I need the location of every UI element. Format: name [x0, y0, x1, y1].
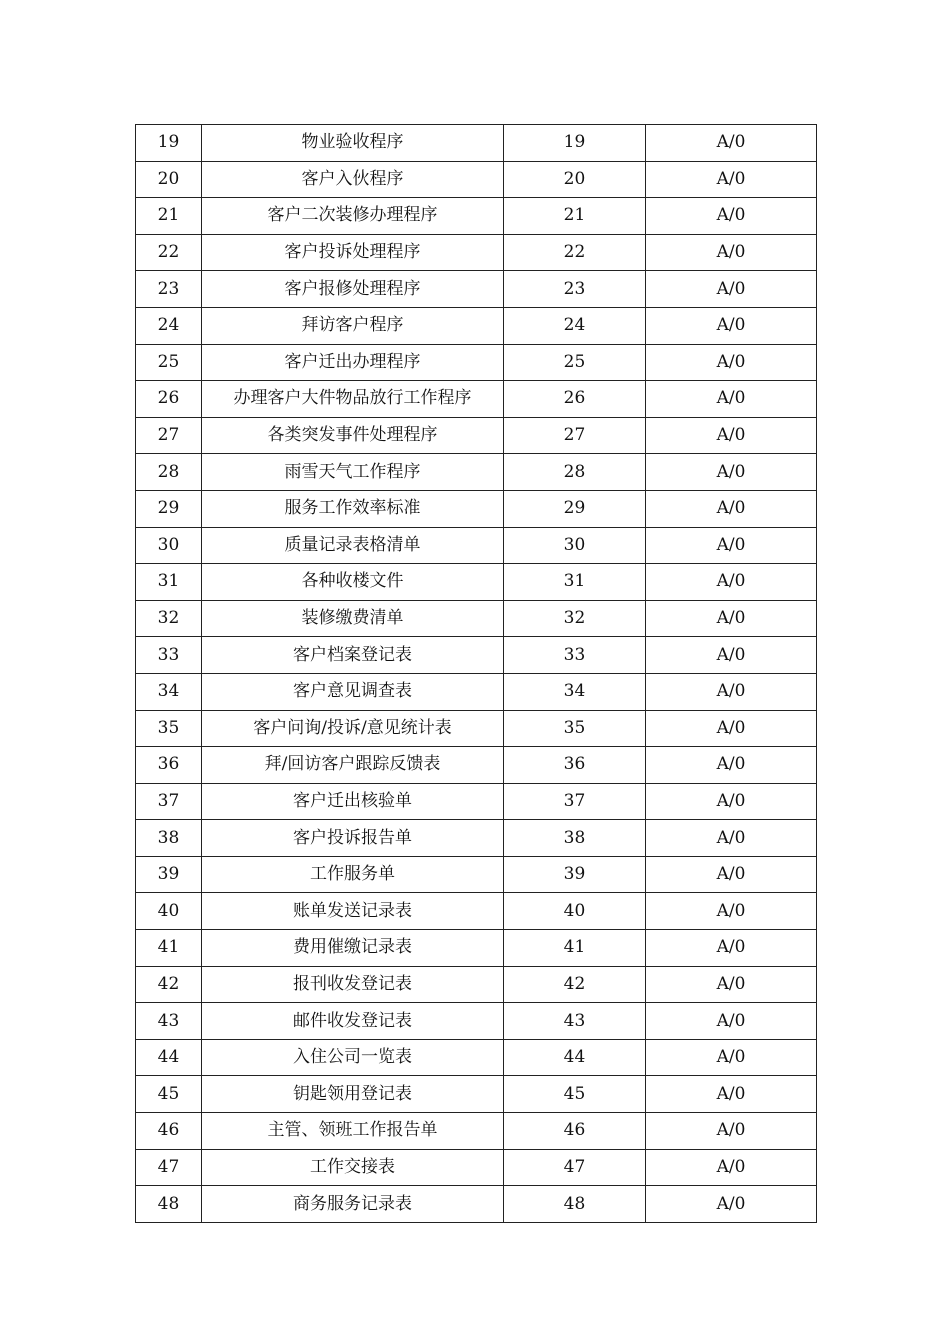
version-cell: A/0: [646, 1149, 817, 1186]
version-cell: A/0: [646, 417, 817, 454]
version-cell: A/0: [646, 198, 817, 235]
document-code-cell: 23: [504, 271, 646, 308]
document-name-cell: 工作服务单: [202, 856, 504, 893]
document-name-cell: 拜/回访客户跟踪反馈表: [202, 747, 504, 784]
table-row: [136, 600, 817, 637]
document-name-cell: 入住公司一览表: [202, 1039, 504, 1076]
version-cell: A/0: [646, 673, 817, 710]
table-row: [136, 893, 817, 930]
document-code-cell: 25: [504, 344, 646, 381]
table-row: [136, 930, 817, 967]
version-cell: A/0: [646, 271, 817, 308]
row-number-cell: 38: [136, 820, 202, 857]
row-number-cell: 20: [136, 161, 202, 198]
row-number-cell: 31: [136, 564, 202, 601]
document-code-cell: 37: [504, 783, 646, 820]
table-row: [136, 1149, 817, 1186]
document-name-cell: 钥匙领用登记表: [202, 1076, 504, 1113]
version-cell: A/0: [646, 344, 817, 381]
document-name-cell: 客户档案登记表: [202, 637, 504, 674]
table-row: [136, 198, 817, 235]
document-code-cell: 19: [504, 125, 646, 162]
document-code-cell: 46: [504, 1113, 646, 1150]
row-number-cell: 40: [136, 893, 202, 930]
document-name-cell: 主管、领班工作报告单: [202, 1113, 504, 1150]
row-number-cell: 47: [136, 1149, 202, 1186]
document-code-cell: 21: [504, 198, 646, 235]
row-number-cell: 45: [136, 1076, 202, 1113]
row-number-cell: 32: [136, 600, 202, 637]
row-number-cell: 21: [136, 198, 202, 235]
document-name-cell: 办理客户大件物品放行工作程序: [202, 381, 504, 418]
document-code-cell: 44: [504, 1039, 646, 1076]
row-number-cell: 41: [136, 930, 202, 967]
document-name-cell: 服务工作效率标准: [202, 490, 504, 527]
row-number-cell: 48: [136, 1186, 202, 1223]
document-name-cell: 各种收楼文件: [202, 564, 504, 601]
row-number-cell: 19: [136, 125, 202, 162]
document-code-cell: 24: [504, 307, 646, 344]
table-row: [136, 1076, 817, 1113]
document-name-cell: 账单发送记录表: [202, 893, 504, 930]
version-cell: A/0: [646, 125, 817, 162]
version-cell: A/0: [646, 783, 817, 820]
table-row: [136, 783, 817, 820]
table-row: [136, 1003, 817, 1040]
row-number-cell: 39: [136, 856, 202, 893]
version-cell: A/0: [646, 161, 817, 198]
document-code-cell: 36: [504, 747, 646, 784]
version-cell: A/0: [646, 381, 817, 418]
document-name-cell: 物业验收程序: [202, 125, 504, 162]
version-cell: A/0: [646, 747, 817, 784]
row-number-cell: 29: [136, 490, 202, 527]
document-name-cell: 客户投诉处理程序: [202, 234, 504, 271]
table-row: [136, 454, 817, 491]
row-number-cell: 36: [136, 747, 202, 784]
row-number-cell: 28: [136, 454, 202, 491]
row-number-cell: 24: [136, 307, 202, 344]
table-row: [136, 710, 817, 747]
document-name-cell: 客户投诉报告单: [202, 820, 504, 857]
table-row: [136, 1186, 817, 1223]
row-number-cell: 25: [136, 344, 202, 381]
table-row: [136, 307, 817, 344]
row-number-cell: 46: [136, 1113, 202, 1150]
document-name-cell: 费用催缴记录表: [202, 930, 504, 967]
table-row: [136, 271, 817, 308]
document-name-cell: 客户问询/投诉/意见统计表: [202, 710, 504, 747]
table-row: [136, 856, 817, 893]
version-cell: A/0: [646, 600, 817, 637]
document-code-cell: 22: [504, 234, 646, 271]
table-row: [136, 161, 817, 198]
version-cell: A/0: [646, 1039, 817, 1076]
document-code-cell: 20: [504, 161, 646, 198]
row-number-cell: 42: [136, 966, 202, 1003]
table-body: [136, 125, 817, 1223]
document-name-cell: 客户迁出核验单: [202, 783, 504, 820]
document-name-cell: 装修缴费清单: [202, 600, 504, 637]
table-row: [136, 490, 817, 527]
version-cell: A/0: [646, 564, 817, 601]
document-code-cell: 39: [504, 856, 646, 893]
document-code-cell: 29: [504, 490, 646, 527]
table-row: [136, 344, 817, 381]
table-row: [136, 747, 817, 784]
version-cell: A/0: [646, 710, 817, 747]
version-cell: A/0: [646, 1003, 817, 1040]
row-number-cell: 23: [136, 271, 202, 308]
version-cell: A/0: [646, 1186, 817, 1223]
document-name-cell: 雨雪天气工作程序: [202, 454, 504, 491]
document-name-cell: 邮件收发登记表: [202, 1003, 504, 1040]
row-number-cell: 22: [136, 234, 202, 271]
document-code-cell: 40: [504, 893, 646, 930]
document-name-cell: 客户意见调查表: [202, 673, 504, 710]
document-name-cell: 客户二次装修办理程序: [202, 198, 504, 235]
document-code-cell: 48: [504, 1186, 646, 1223]
row-number-cell: 37: [136, 783, 202, 820]
document-code-cell: 28: [504, 454, 646, 491]
document-name-cell: 报刊收发登记表: [202, 966, 504, 1003]
table-row: [136, 381, 817, 418]
table-row: [136, 564, 817, 601]
document-code-cell: 34: [504, 673, 646, 710]
document-name-cell: 各类突发事件处理程序: [202, 417, 504, 454]
version-cell: A/0: [646, 454, 817, 491]
row-number-cell: 33: [136, 637, 202, 674]
document-name-cell: 客户入伙程序: [202, 161, 504, 198]
document-list-table: [135, 124, 817, 1223]
row-number-cell: 43: [136, 1003, 202, 1040]
row-number-cell: 27: [136, 417, 202, 454]
row-number-cell: 26: [136, 381, 202, 418]
document-code-cell: 47: [504, 1149, 646, 1186]
table-row: [136, 966, 817, 1003]
document-code-cell: 35: [504, 710, 646, 747]
version-cell: A/0: [646, 966, 817, 1003]
table-row: [136, 234, 817, 271]
version-cell: A/0: [646, 234, 817, 271]
table-row: [136, 125, 817, 162]
document-name-cell: 客户迁出办理程序: [202, 344, 504, 381]
document-code-cell: 26: [504, 381, 646, 418]
document-name-cell: 客户报修处理程序: [202, 271, 504, 308]
table-row: [136, 527, 817, 564]
document-code-cell: 30: [504, 527, 646, 564]
document-code-cell: 42: [504, 966, 646, 1003]
document-name-cell: 工作交接表: [202, 1149, 504, 1186]
table-row: [136, 637, 817, 674]
document-code-cell: 41: [504, 930, 646, 967]
version-cell: A/0: [646, 820, 817, 857]
row-number-cell: 44: [136, 1039, 202, 1076]
document-code-cell: 33: [504, 637, 646, 674]
document-code-cell: 27: [504, 417, 646, 454]
row-number-cell: 35: [136, 710, 202, 747]
document-code-cell: 31: [504, 564, 646, 601]
version-cell: A/0: [646, 490, 817, 527]
table-row: [136, 820, 817, 857]
row-number-cell: 34: [136, 673, 202, 710]
version-cell: A/0: [646, 893, 817, 930]
table-row: [136, 417, 817, 454]
version-cell: A/0: [646, 1113, 817, 1150]
version-cell: A/0: [646, 1076, 817, 1113]
table-row: [136, 673, 817, 710]
version-cell: A/0: [646, 527, 817, 564]
version-cell: A/0: [646, 930, 817, 967]
row-number-cell: 30: [136, 527, 202, 564]
table-row: [136, 1113, 817, 1150]
document-code-cell: 45: [504, 1076, 646, 1113]
table-row: [136, 1039, 817, 1076]
version-cell: A/0: [646, 637, 817, 674]
document-code-cell: 43: [504, 1003, 646, 1040]
document-code-cell: 38: [504, 820, 646, 857]
version-cell: A/0: [646, 307, 817, 344]
document-name-cell: 拜访客户程序: [202, 307, 504, 344]
version-cell: A/0: [646, 856, 817, 893]
document-name-cell: 质量记录表格清单: [202, 527, 504, 564]
document-name-cell: 商务服务记录表: [202, 1186, 504, 1223]
document-code-cell: 32: [504, 600, 646, 637]
